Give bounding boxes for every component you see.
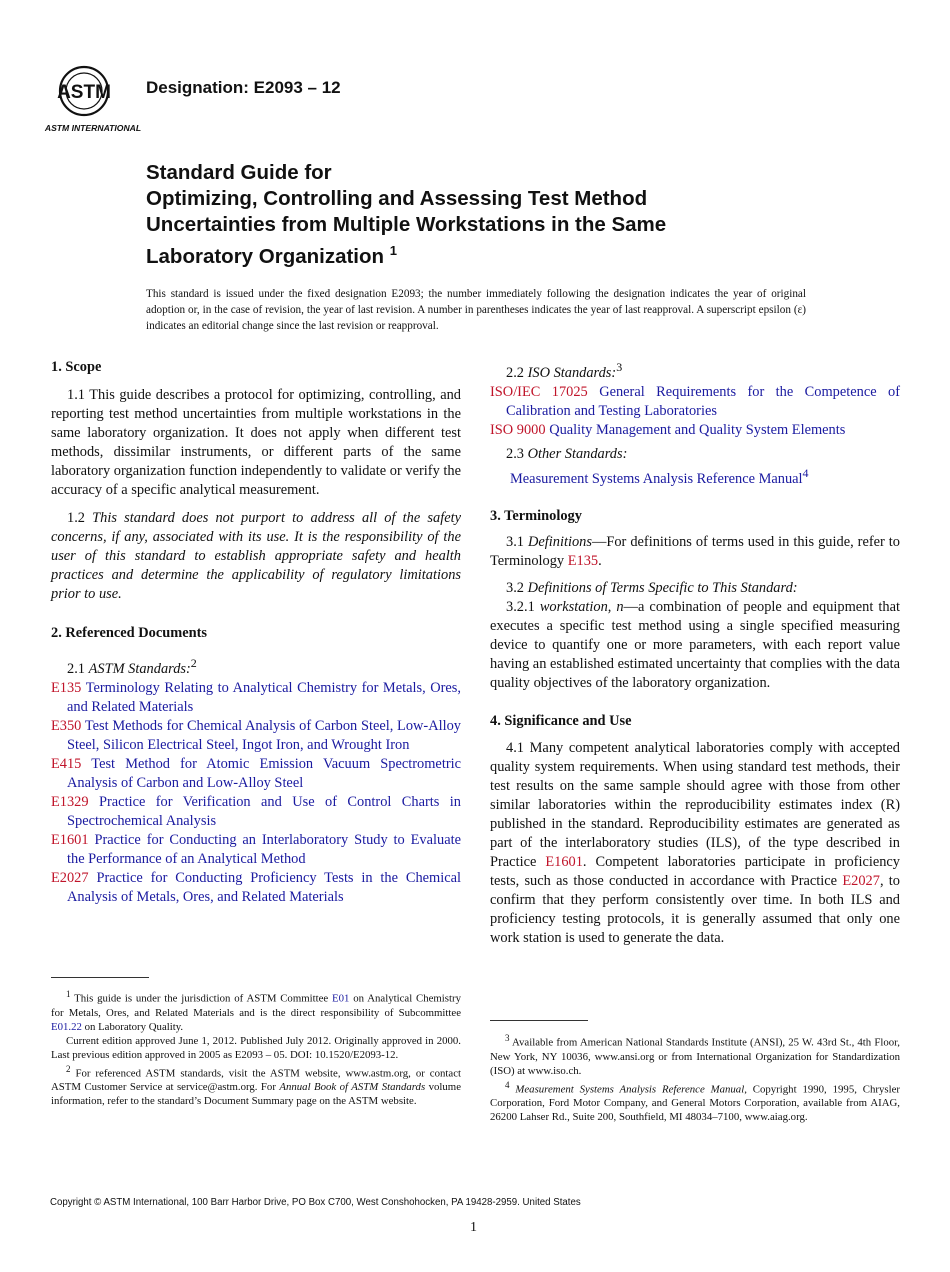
section-3-heading: 3. Terminology <box>490 507 582 524</box>
footnote-1: $^1$ This guide is under the jurisdiction of ASTM Committee E01 on Analytical Chemistry for Metals, Ores, and Related Materials and is the direct responsibility of Subcommittee E01.22 on Laboratory Quality. <box>51 989 461 1033</box>
link-e135-terminology[interactable]: E135 <box>567 552 599 569</box>
reference-item <box>51 755 461 793</box>
paragraph-1-2: 1.2 This standard does not purport to address all of the safety concerns, if any, associated with its use. It is the responsibility of the user of this standard to establish appropriate safety and health practices and determine the applicability of regulatory limitations prior to use. <box>51 510 461 602</box>
section-1-heading: 1. Scope <box>51 359 102 375</box>
reference-code-link[interactable]: E1329 <box>51 793 89 810</box>
reference-code-link[interactable]: E2027 <box>51 869 89 886</box>
footnote-1-edition: Current edition approved June 1, 2012. Published July 2012. Originally approved in 2000. Last previous edition approved in 2005 as E2093 – 05. DOI: 10.1520/E2093-12. <box>51 1034 461 1061</box>
title-footnote-ref[interactable]: 1 <box>389 243 397 258</box>
reference-item <box>490 383 900 421</box>
link-e2027[interactable]: E2027 <box>842 872 880 889</box>
reference-code-link[interactable]: ISO 9000 <box>490 421 546 438</box>
footnote-3: $^3$ Available from American National Standards Institute (ANSI), 25 W. 43rd St., 4th Floor, New York, NY 10036, www.ansi.org or from International Organization for Standardization (ISO) at www.iso.ch. <box>490 1033 900 1077</box>
reference-title-link[interactable]: Test Methods for Chemical Analysis of Carbon Steel, Low-Alloy Steel, Silicon Electrical Steel, Ingot Iron, and Wrought Iron <box>67 717 461 753</box>
reference-title-link[interactable]: Practice for Verification and Use of Control Charts in Spectrochemical Analysis <box>67 793 461 829</box>
footnote-4: $^4$ Measurement Systems Analysis Reference Manual, Copyright 1990, 1995, Chrysler Corporation, Ford Motor Company, and General Motors Corporation, available from AIAG, 26200 Lahser Rd., Suite 200, Southfield, MI 48034–7100, www.aiag.org. <box>490 1079 900 1124</box>
paragraph-3-2: 3.2 Definitions of Terms Specific to This Standard: <box>506 579 798 596</box>
svg-text:ASTM: ASTM <box>57 82 111 103</box>
reference-title-link[interactable]: Practice for Conducting Proficiency Tests in the Chemical Analysis of Metals, Ores, and Related Materials <box>67 869 461 905</box>
reference-code-link[interactable]: E350 <box>51 717 82 734</box>
reference-item <box>51 717 461 755</box>
astm-reference-list <box>51 679 461 907</box>
paragraph-1-1: 1.1 This guide describes a protocol for optimizing, controlling, and reporting test method uncertainties from multiple workstations in the same laboratory organization. It does not apply when different test methods, dissimilar instruments, or different parts of the same laboratory organization function independently to validate or verify the accuracy of a specific analytical measurement. <box>51 387 461 498</box>
other-reference: Measurement Systems Analysis Reference Manual$^4$ <box>510 465 809 487</box>
footnote-2: $^2$ For referenced ASTM standards, visit the ASTM website, www.astm.org, or contact ASTM Customer Service at service@astm.org. For Annual Book of ASTM Standards volume information, refer to the standard’s Document Summary page on the ASTM website. <box>51 1063 461 1108</box>
reference-title-link[interactable]: Test Method for Atomic Emission Vacuum Spectrometric Analysis of Carbon and Low-Alloy Steel <box>67 755 461 791</box>
title-line-2: Optimizing, Controlling and Assessing Test Method <box>146 187 648 210</box>
left-column <box>51 358 461 907</box>
footnote-divider-right <box>490 1020 588 1021</box>
paragraph-3-1: 3.1 Definitions—For definitions of terms used in this guide, refer to Terminology E135. <box>490 533 900 569</box>
reference-code-link[interactable]: E1601 <box>51 831 89 848</box>
document-title <box>146 160 846 270</box>
paragraph-2-2: 2.2 ISO Standards:$^3$ <box>506 360 623 381</box>
reference-item <box>51 793 461 831</box>
page-number: 1 <box>470 1220 477 1235</box>
reference-code-link[interactable]: E135 <box>51 679 82 696</box>
reference-title-link[interactable]: Quality Management and Quality System Elements <box>549 421 846 438</box>
title-line-4: Laboratory Organization $^1$ <box>146 243 397 268</box>
link-e1601[interactable]: E1601 <box>545 853 583 870</box>
paragraph-2-1: 2.1 ASTM Standards:$^2$ <box>67 656 197 677</box>
right-column <box>490 358 900 948</box>
paragraph-4-1: 4.1 Many competent analytical laboratories comply with accepted quality system requirements. When using standard test methods, their test results on the same sample should agree with those from other similar laboratories within the reproducibility estimates index (R) published in the standard. Reproducibility estimates are generated as part of the interlaboratory studies (ILS), of the type described in Practice E1601. Competent laboratories participate in proficiency tests, such as those conducted in accordance with Practice E2027, to confirm that they perform consistently over time. In both ILS and proficiency testing protocols, it is generally assumed that only one work station is used to generate the data. <box>490 739 901 946</box>
reference-title-link[interactable]: Terminology Relating to Analytical Chemistry for Metals, Ores, and Related Materials <box>67 679 461 715</box>
footnotes-right <box>490 1031 900 1124</box>
footnotes-left <box>51 987 461 1108</box>
paragraph-3-2-1: 3.2.1 workstation, n—a combination of people and equipment that executes a specific test method using a single specified measuring device to quantify one or more parameters, with each report value having an established estimated uncertainty that complies with the data quality objectives of the laboratory organization. <box>490 598 900 691</box>
designation-notice: This standard is issued under the fixed designation E2093; the number immediately following the designation indicates the year of original adoption or, in the case of revision, the year of last revision. A number in parentheses indicates the year of last reapproval. A superscript epsilon (ε) indicates an editorial change since the last revision or reapproval. <box>146 288 806 332</box>
reference-code-link[interactable]: E415 <box>51 755 82 772</box>
reference-item <box>490 421 900 440</box>
designation: Designation: E2093 – 12 <box>146 78 341 97</box>
reference-item <box>51 679 461 717</box>
link-e01-22[interactable]: E01.22 <box>51 1020 82 1033</box>
copyright: Copyright © ASTM International, 100 Barr Harbor Drive, PO Box C700, West Conshohocken, PA 19428-2959. United States <box>50 1197 581 1208</box>
section-4-heading: 4. Significance and Use <box>490 712 632 729</box>
link-msa-manual[interactable]: Measurement Systems Analysis Reference Manual <box>510 470 803 487</box>
iso-reference-list <box>490 383 900 440</box>
reference-code-link[interactable]: ISO/IEC 17025 <box>490 383 588 400</box>
astm-logo <box>44 60 142 134</box>
title-line-3: Uncertainties from Multiple Workstations in the Same <box>146 213 667 236</box>
title-line-1: Standard Guide for <box>146 161 332 184</box>
footnote-divider <box>51 977 149 978</box>
link-e01[interactable]: E01 <box>332 992 350 1005</box>
reference-item <box>51 831 461 869</box>
section-2-heading: 2. Referenced Documents <box>51 625 207 641</box>
reference-item <box>51 869 461 907</box>
logo-wordmark: ASTM INTERNATIONAL <box>44 123 142 133</box>
paragraph-2-3: 2.3 Other Standards: <box>506 445 628 462</box>
reference-title-link[interactable]: General Requirements for the Competence of Calibration and Testing Laboratories <box>506 383 900 419</box>
reference-title-link[interactable]: Practice for Conducting an Interlaboratory Study to Evaluate the Performance of an Analytical Method <box>67 831 461 867</box>
